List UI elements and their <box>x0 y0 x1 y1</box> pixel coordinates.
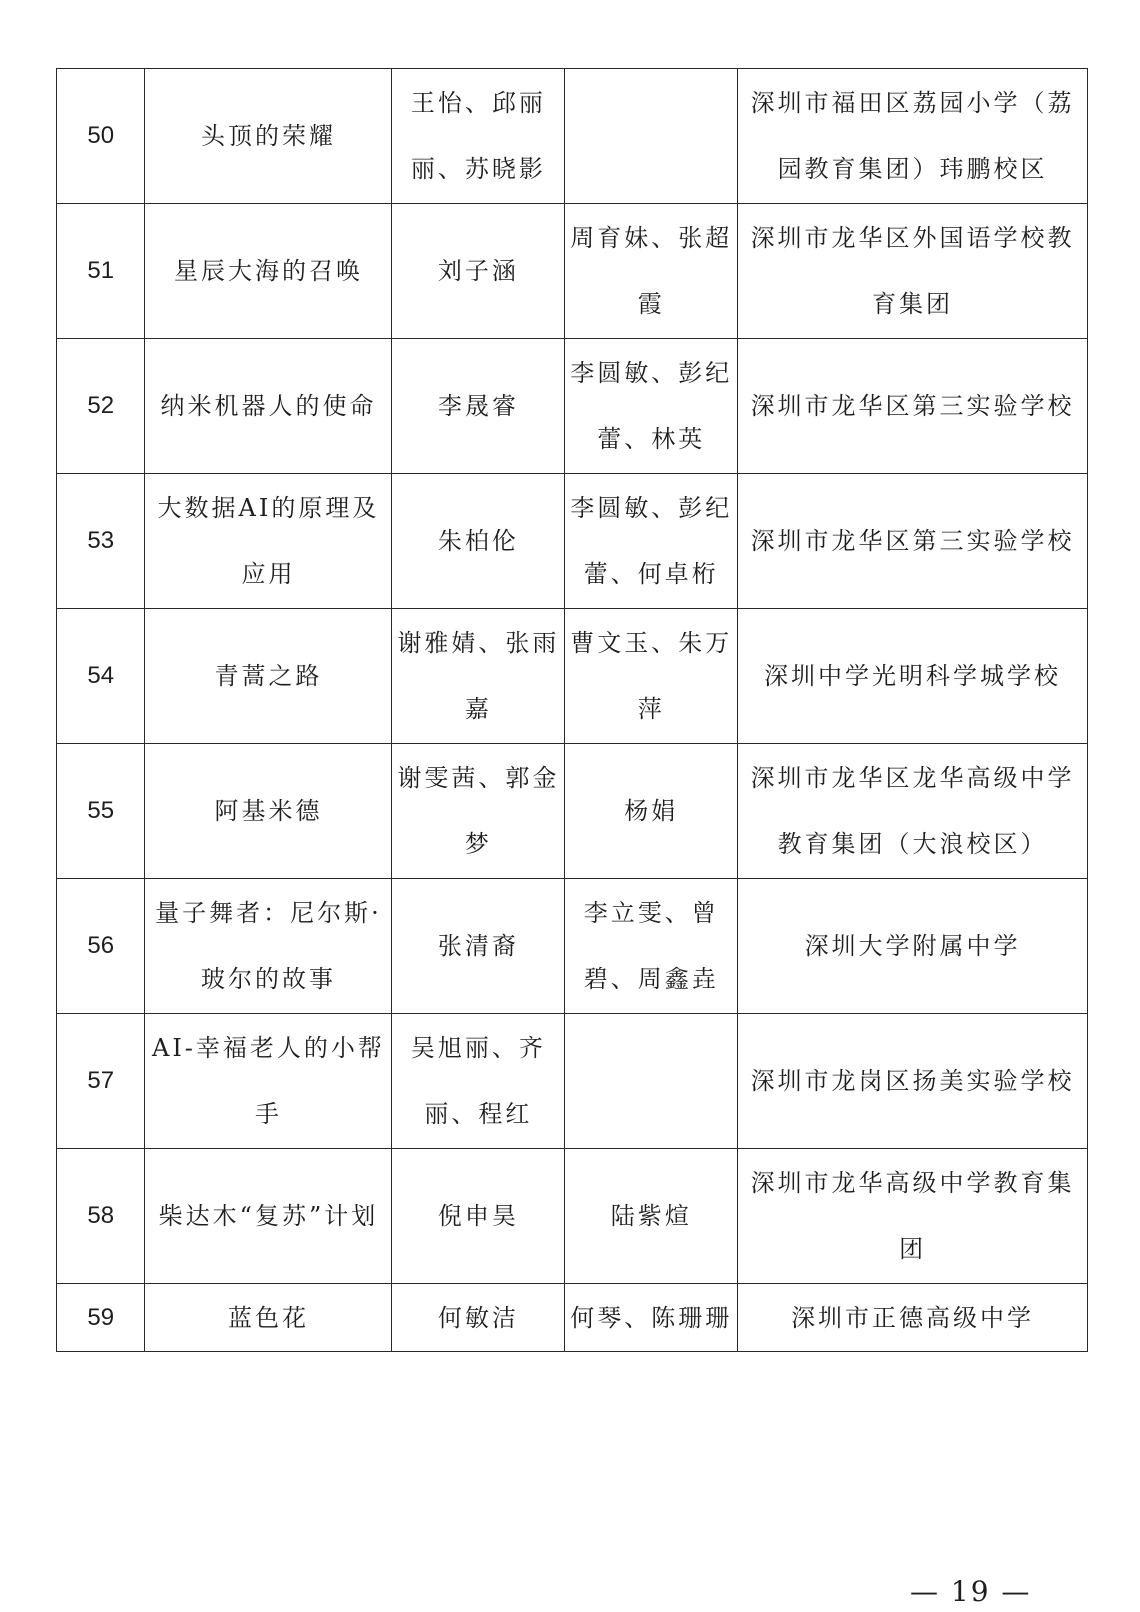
row-number: 56 <box>57 879 145 1014</box>
row-number: 53 <box>57 474 145 609</box>
advisors: 何琴、陈珊珊 <box>565 1284 738 1352</box>
table-row <box>57 204 1088 339</box>
work-title: 阿基米德 <box>145 744 392 879</box>
advisors: 李圆敏、彭纪蕾、何卓桁 <box>565 474 738 609</box>
work-title: 柴达木“复苏”计划 <box>145 1149 392 1284</box>
advisors: 陆紫煊 <box>565 1149 738 1284</box>
table-row <box>57 1014 1088 1149</box>
school: 深圳中学光明科学城学校 <box>738 609 1088 744</box>
table-row <box>57 879 1088 1014</box>
advisors: 李立雯、曾碧、周鑫垚 <box>565 879 738 1014</box>
advisors <box>565 69 738 204</box>
authors: 张清裔 <box>392 879 565 1014</box>
work-title: 星辰大海的召唤 <box>145 204 392 339</box>
row-number: 50 <box>57 69 145 204</box>
work-title: 头顶的荣耀 <box>145 69 392 204</box>
advisors <box>565 1014 738 1149</box>
school: 深圳市龙岗区扬美实验学校 <box>738 1014 1088 1149</box>
advisors: 李圆敏、彭纪蕾、林英 <box>565 339 738 474</box>
row-number: 58 <box>57 1149 145 1284</box>
advisors: 杨娟 <box>565 744 738 879</box>
authors: 倪申昊 <box>392 1149 565 1284</box>
work-title: 青蒿之路 <box>145 609 392 744</box>
school: 深圳大学附属中学 <box>738 879 1088 1014</box>
page-number: — 19 — <box>910 1575 1032 1608</box>
table-row <box>57 339 1088 474</box>
work-title: 大数据AI的原理及应用 <box>145 474 392 609</box>
authors: 王怡、邱丽丽、苏晓影 <box>392 69 565 204</box>
work-title: 蓝色花 <box>145 1284 392 1352</box>
advisors: 曹文玉、朱万萍 <box>565 609 738 744</box>
school: 深圳市龙华区外国语学校教育集团 <box>738 204 1088 339</box>
row-number: 55 <box>57 744 145 879</box>
school: 深圳市龙华区第三实验学校 <box>738 474 1088 609</box>
table-row <box>57 744 1088 879</box>
school: 深圳市龙华区第三实验学校 <box>738 339 1088 474</box>
table-row <box>57 69 1088 204</box>
authors: 何敏洁 <box>392 1284 565 1352</box>
school: 深圳市龙华高级中学教育集团 <box>738 1149 1088 1284</box>
school: 深圳市正德高级中学 <box>738 1284 1088 1352</box>
row-number: 54 <box>57 609 145 744</box>
row-number: 59 <box>57 1284 145 1352</box>
authors: 谢雅婧、张雨嘉 <box>392 609 565 744</box>
row-number: 51 <box>57 204 145 339</box>
table-row <box>57 474 1088 609</box>
authors: 刘子涵 <box>392 204 565 339</box>
row-number: 57 <box>57 1014 145 1149</box>
table-row <box>57 1149 1088 1284</box>
advisors: 周育妹、张超霞 <box>565 204 738 339</box>
authors: 谢雯茜、郭金梦 <box>392 744 565 879</box>
authors: 李晟睿 <box>392 339 565 474</box>
work-title: 量子舞者：尼尔斯·玻尔的故事 <box>145 879 392 1014</box>
table-row <box>57 609 1088 744</box>
awards-table <box>56 68 1088 1352</box>
work-title: AI-幸福老人的小帮手 <box>145 1014 392 1149</box>
awards-table-body <box>57 69 1088 1352</box>
work-title: 纳米机器人的使命 <box>145 339 392 474</box>
row-number: 52 <box>57 339 145 474</box>
school: 深圳市龙华区龙华高级中学教育集团（大浪校区） <box>738 744 1088 879</box>
school: 深圳市福田区荔园小学（荔园教育集团）玮鹏校区 <box>738 69 1088 204</box>
authors: 朱柏伦 <box>392 474 565 609</box>
table-row <box>57 1284 1088 1352</box>
authors: 吴旭丽、齐丽、程红 <box>392 1014 565 1149</box>
